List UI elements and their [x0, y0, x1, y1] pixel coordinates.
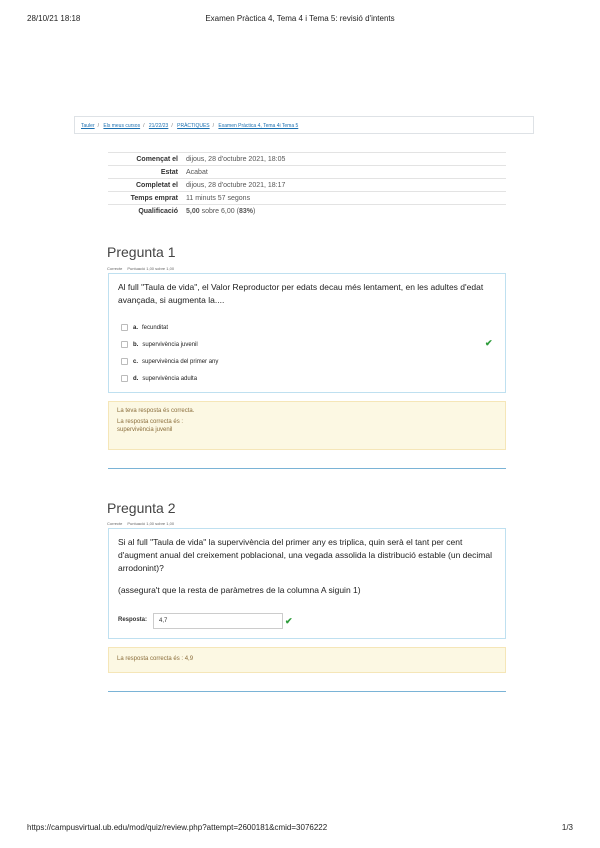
answer-option-a[interactable]: [121, 324, 168, 331]
breadcrumb-course[interactable]: 21/22/23: [148, 123, 169, 129]
question-2-note: (assegura't que la resta de paràmetres de la columna A siguin 1): [118, 585, 361, 595]
question-1-points: Puntuació 1,00 sobre 1,00: [127, 266, 175, 271]
question-2-status: Correcte: [107, 521, 123, 526]
radio-icon[interactable]: [121, 341, 128, 348]
grade-label: Qualificació: [108, 205, 182, 218]
option-text: fecunditat: [142, 324, 169, 331]
option-letter: a.: [133, 324, 139, 331]
grade-score: 5,00: [186, 207, 200, 215]
breadcrumb-separator: /: [171, 123, 173, 129]
grade-close: ): [252, 207, 256, 215]
breadcrumb-my-courses[interactable]: Els meus cursos: [103, 123, 141, 129]
feedback-correct-msg: La teva resposta és correcta.: [117, 408, 195, 414]
breadcrumb-dashboard[interactable]: Tauler: [81, 123, 95, 129]
summary-row: [108, 179, 506, 192]
radio-icon[interactable]: [121, 358, 128, 365]
question-2-text: Si al full "Taula de vida" la supervivència del primer any es triplica, quin serà el tant per cent d'augment anual del creixement poblacional, una vegada assolida la distribució estable (un decimal arrodonint)?: [118, 537, 492, 573]
print-title: Examen Pràctica 4, Tema 4 i Tema 5: revisió d'intents: [205, 14, 395, 23]
feedback-right-answer: La resposta correcta és : 4,9: [117, 656, 194, 662]
question-1-title: Pregunta 1: [107, 244, 176, 260]
breadcrumb-separator: /: [97, 123, 100, 129]
question-2-box: [108, 528, 506, 639]
breadcrumb-quiz[interactable]: Examen Pràctica 4, Tema 4i Tema 5: [218, 123, 299, 129]
option-letter: b.: [133, 341, 139, 348]
answer-option-c[interactable]: [121, 358, 218, 365]
question-2-points: Puntuació 1,00 sobre 1,00: [127, 521, 175, 526]
grade-percent: 83%: [238, 207, 253, 215]
summary-value: 11 minuts 57 segons: [182, 192, 506, 205]
print-date: 28/10/21 18:18: [27, 14, 81, 23]
breadcrumb-separator: /: [212, 123, 215, 129]
grade-rest: sobre 6,00 (: [199, 207, 239, 215]
question-1-status: Correcte: [107, 266, 123, 271]
breadcrumb-section[interactable]: PRÀCTIQUES: [177, 123, 210, 129]
answer-label: Resposta:: [118, 617, 148, 623]
option-text: supervivència adulta: [142, 375, 198, 382]
question-2-title: Pregunta 2: [107, 500, 176, 516]
summary-value: dijous, 28 d'octubre 2021, 18:05: [182, 153, 506, 166]
option-letter: c.: [133, 358, 139, 365]
summary-row: [108, 153, 506, 166]
question-2-feedback: [108, 647, 506, 673]
question-1-box: [108, 273, 506, 393]
summary-row: [108, 192, 506, 205]
answer-option-d[interactable]: [121, 375, 197, 382]
breadcrumb-separator: /: [143, 123, 145, 129]
question-divider: [108, 468, 506, 469]
question-divider: [108, 691, 506, 692]
feedback-right-answer-label: La resposta correcta és :: [117, 419, 184, 425]
summary-value: Acabat: [182, 166, 506, 179]
check-icon: ✔: [285, 616, 293, 626]
summary-label: Completat el: [108, 179, 182, 192]
answer-option-b[interactable]: [121, 341, 198, 348]
page-number: 1/3: [561, 823, 573, 832]
feedback-right-answer: supervivència juvenil: [117, 427, 173, 433]
summary-value: dijous, 28 d'octubre 2021, 18:17: [182, 179, 506, 192]
attempt-summary: [108, 152, 506, 217]
option-letter: d.: [133, 375, 139, 382]
summary-label: Estat: [108, 166, 182, 179]
summary-label: Començat el: [108, 153, 182, 166]
summary-row: [108, 166, 506, 179]
check-icon: ✔: [485, 338, 493, 348]
option-text: supervivència del primer any: [142, 358, 219, 365]
grade-value: [182, 205, 506, 218]
question-1-meta: [107, 266, 179, 271]
summary-row-grade: [108, 205, 506, 218]
question-1-text: Al full "Taula de vida", el Valor Reproductor per edats decau més lentament, en les adultes d'edat avançada, si augmenta la....: [118, 282, 484, 305]
question-2-meta: [107, 521, 179, 526]
question-1-feedback: [108, 401, 506, 450]
page-url: https://campusvirtual.ub.edu/mod/quiz/review.php?attempt=2600181&cmid=3076222: [27, 823, 328, 832]
answer-input[interactable]: 4,7: [153, 613, 283, 629]
breadcrumb: [74, 116, 534, 134]
radio-icon[interactable]: [121, 375, 128, 382]
radio-icon[interactable]: [121, 324, 128, 331]
option-text: supervivència juvenil: [142, 341, 198, 348]
summary-label: Temps emprat: [108, 192, 182, 205]
